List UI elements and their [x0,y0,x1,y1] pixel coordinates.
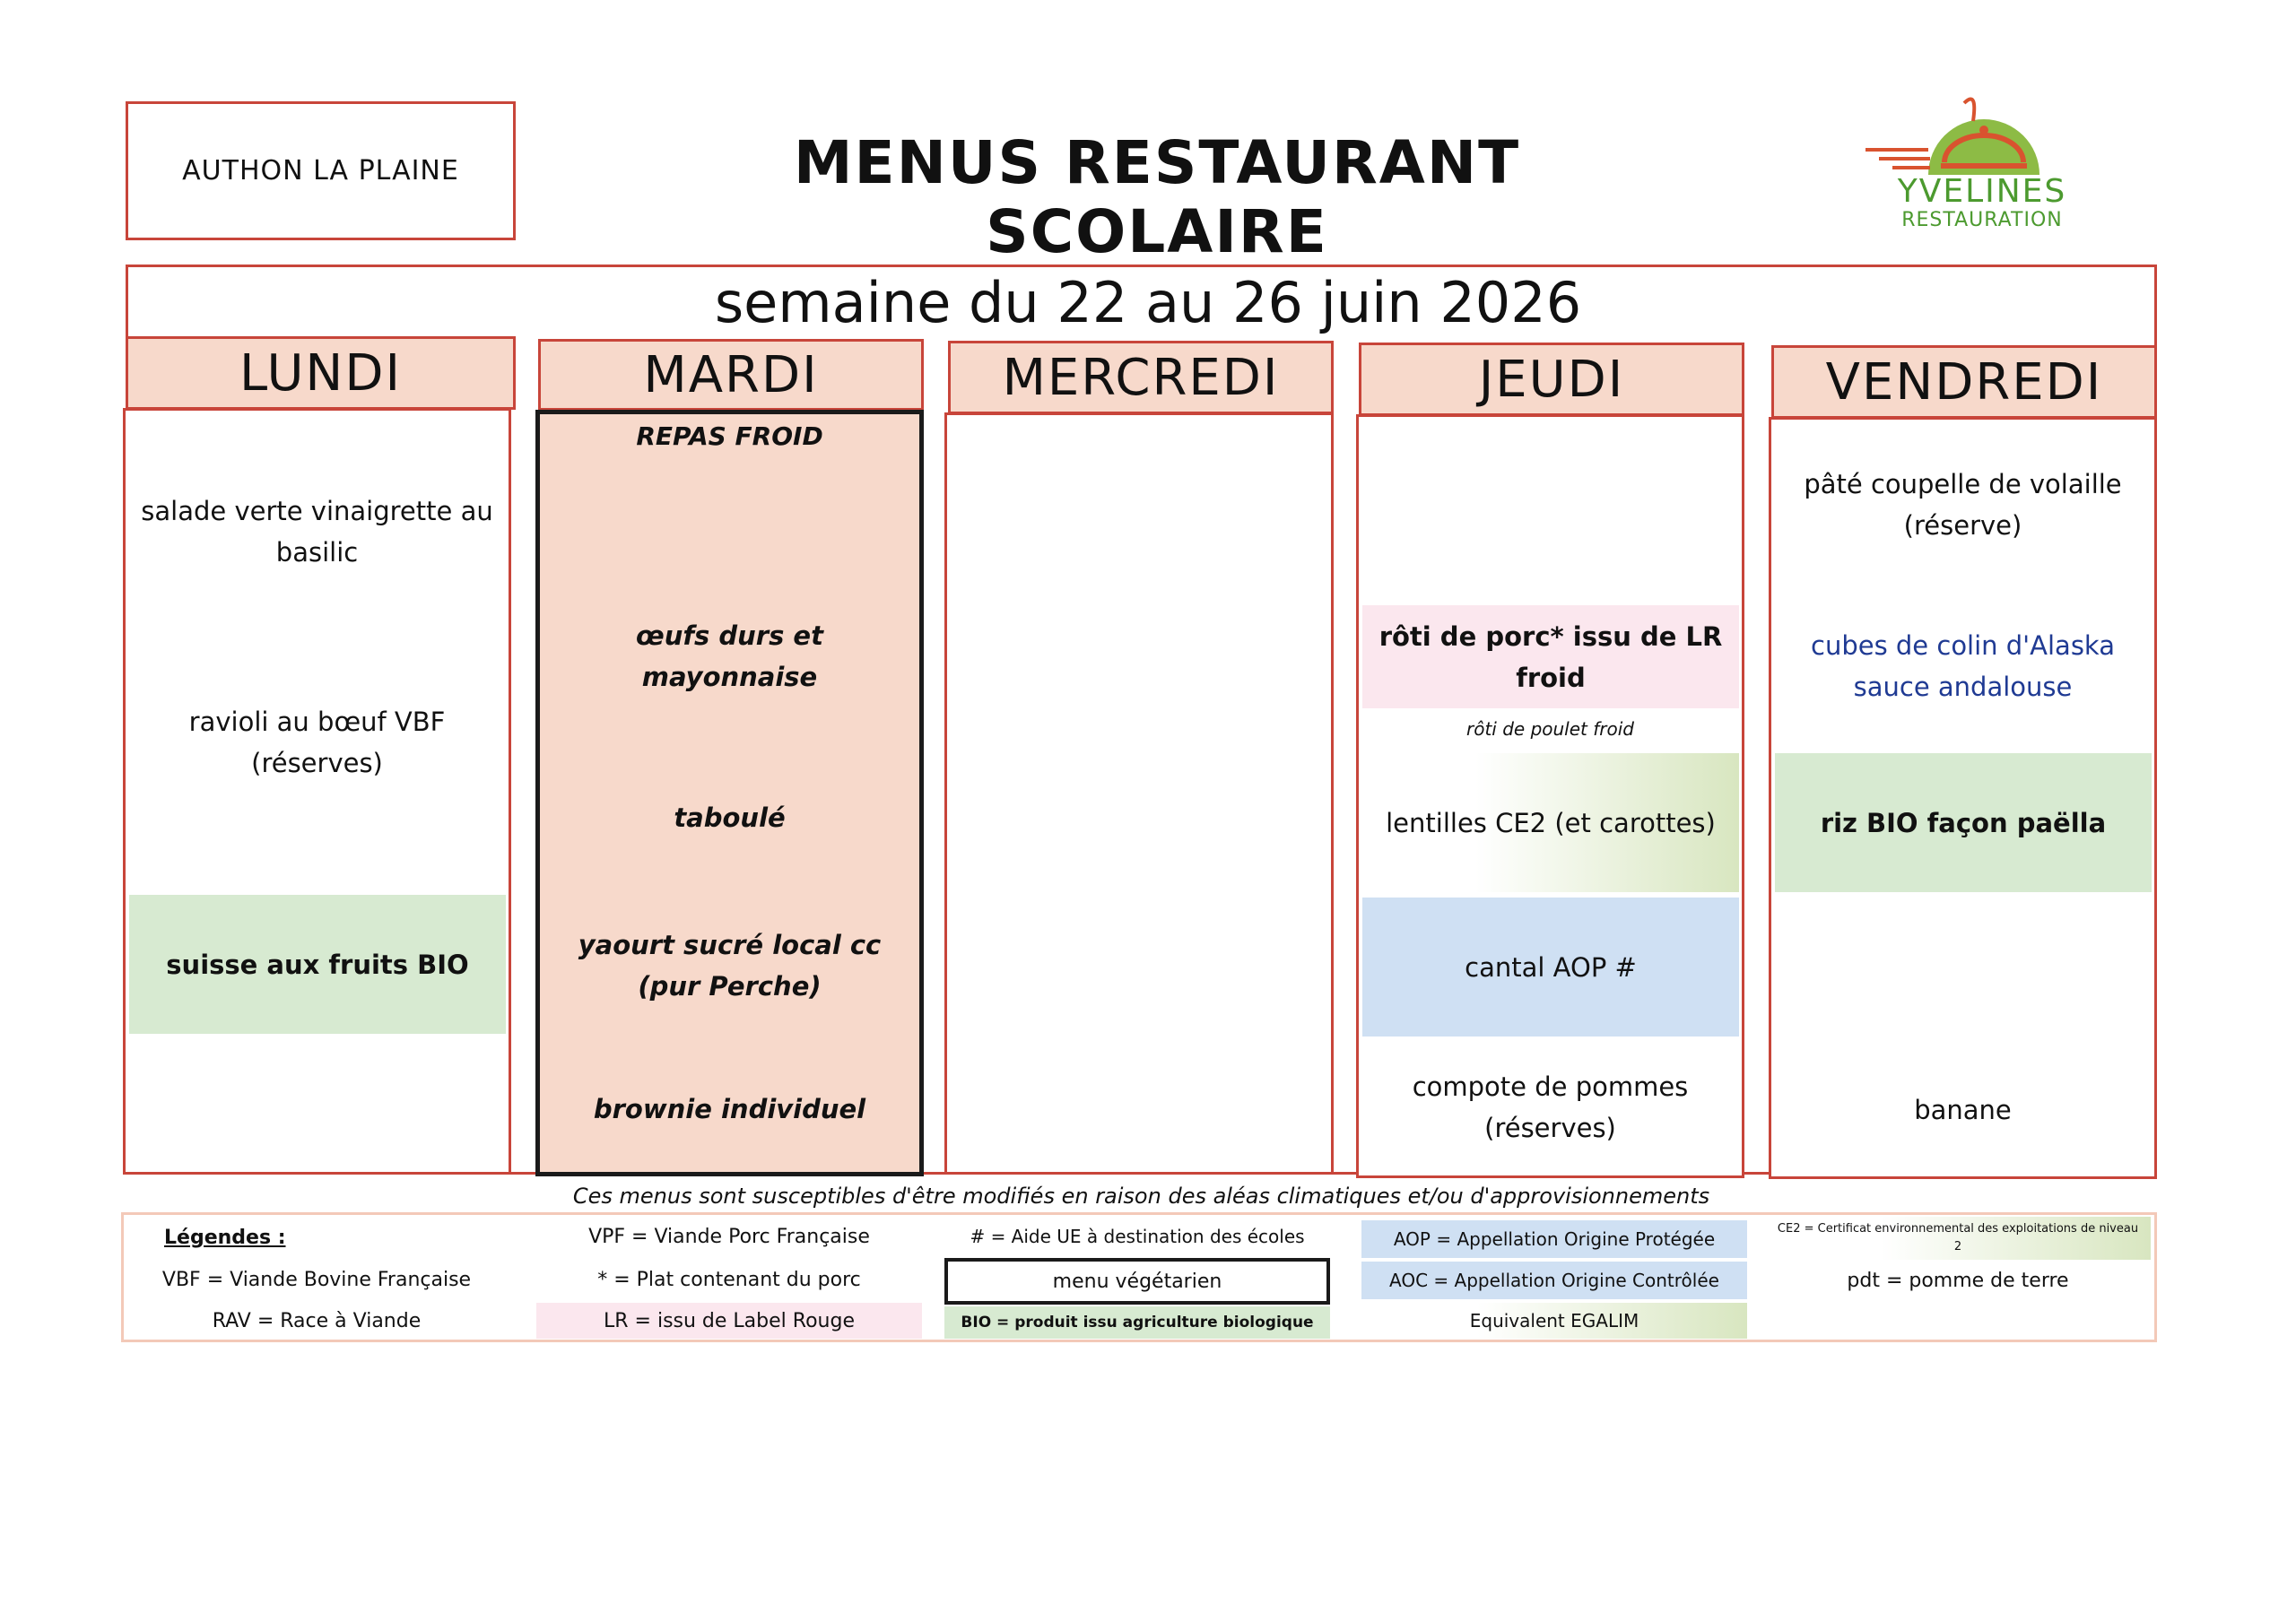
menu-item-lr: rôti de porc* issu de LR froid [1362,605,1739,708]
day-column-jeudi [1356,414,1744,1178]
menu-item: yaourt sucré local cc (pur Perche) [578,930,882,1002]
menu-item: banane [1914,1095,2012,1125]
legend-box [121,1212,2157,1342]
week-title: semaine du 22 au 26 juin 2026 [714,270,1582,335]
day-name: MARDI [643,345,819,404]
menu-item-bio: riz BIO façon paëlla [1775,753,2152,892]
day-column-vendredi [1769,417,2157,1179]
legend-aop: AOP = Appellation Origine Protégée [1361,1220,1747,1258]
day-header-lundi [126,336,516,410]
day-header-mercredi [948,341,1334,414]
menu-item: pâté coupelle de volaille (réserve) [1804,469,2122,541]
legend-ue: # = Aide UE à destination des écoles [970,1226,1305,1247]
school-name: AUTHON LA PLAINE [182,155,459,186]
menu-item-ce2: lentilles CE2 (et carottes) [1362,753,1739,892]
menu-item-aop: cantal AOP # [1362,898,1739,1037]
day-header-mardi [538,339,924,411]
day-name: MERCREDI [1002,348,1280,407]
legend-lr: LR = issu de Label Rouge [536,1303,922,1339]
logo-line-1: YVELINES [1897,173,2067,210]
menu-subtitle: REPAS FROID [636,421,823,451]
day-name: JEUDI [1478,350,1625,409]
page-title: MENUS RESTAURANT SCOLAIRE [793,128,1521,266]
legend-vegetarien: menu végétarien [944,1258,1330,1305]
legend-title: Légendes : [164,1227,286,1249]
menu-item: taboulé [674,802,786,833]
legend-egalim: Equivalent EGALIM [1361,1303,1747,1339]
legend-vpf: VPF = Viande Porc Française [588,1225,870,1248]
school-name-box [126,101,516,240]
day-column-mardi-vegetarien [535,410,924,1176]
menu-item: compote de pommes (réserves) [1412,1071,1689,1143]
legend-vbf: VBF = Viande Bovine Française [161,1268,472,1291]
legend-bio: BIO = produit issu agriculture biologique [944,1306,1330,1339]
day-name: LUNDI [239,343,402,403]
legend-aoc: AOC = Appellation Origine Contrôlée [1361,1262,1747,1299]
yvelines-logo [1830,85,2099,238]
disclaimer-note: Ces menus sont susceptibles d'être modifiés en raison des aléas climatiques et/ou d'approvisionnements [572,1184,1710,1209]
menu-item: salade verte vinaigrette au basilic [141,496,493,568]
menu-item-fish: cubes de colin d'Alaska sauce andalouse [1811,630,2115,702]
day-name: VENDREDI [1825,352,2103,412]
logo-line-2: RESTAURATION [1901,209,2063,231]
menu-item: brownie individuel [593,1094,866,1124]
legend-ce2: CE2 = Certificat environnemental des exploitations de niveau 2 [1765,1217,2151,1260]
day-header-jeudi [1359,343,1744,416]
menu-item-bio: suisse aux fruits BIO [129,895,506,1034]
menu-item: œufs durs et mayonnaise [636,620,823,692]
menu-item: ravioli au bœuf VBF (réserves) [188,707,446,778]
cloche-icon [1830,85,2099,184]
legend-pdt: pdt = pomme de terre [1847,1269,2069,1292]
day-column-lundi [123,408,511,1175]
day-column-mercredi [944,412,1334,1175]
menu-item-alt: rôti de poulet froid [1466,718,1634,740]
legend-porc: * = Plat contenant du porc [597,1268,861,1291]
legend-rav: RAV = Race à Viande [212,1309,422,1332]
day-header-vendredi [1771,345,2157,419]
